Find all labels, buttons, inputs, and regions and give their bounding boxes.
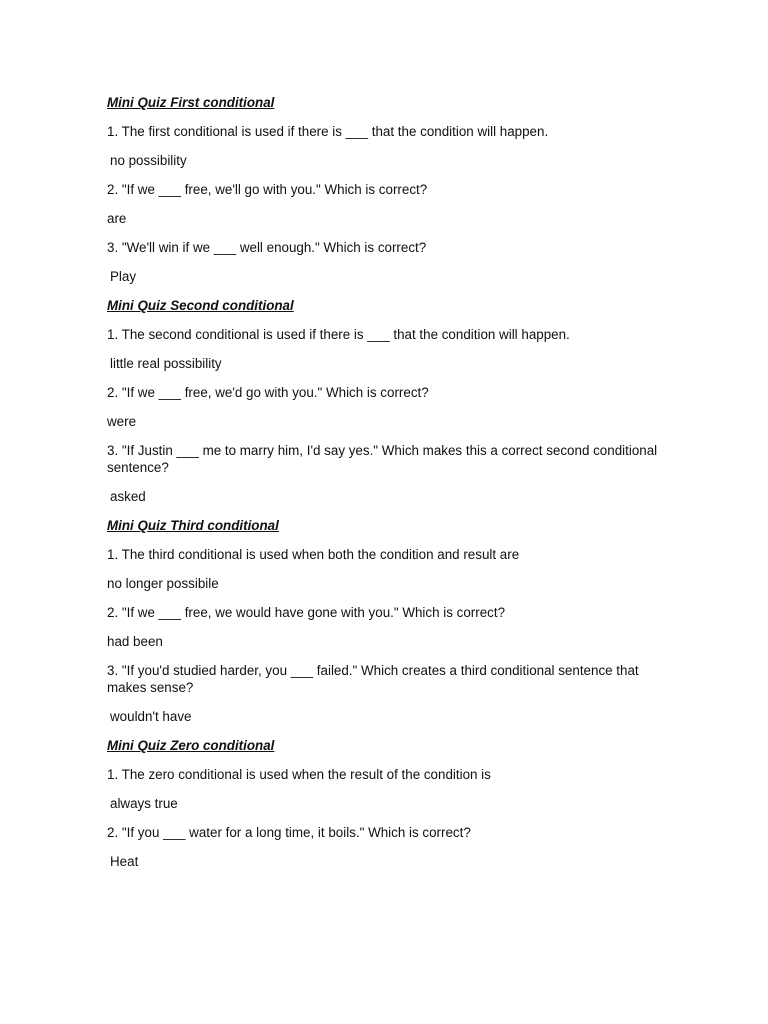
question-text: 2. "If we ___ free, we'd go with you." Which is correct? <box>107 385 429 400</box>
answer-text: asked <box>110 489 146 504</box>
question-text: 1. The zero conditional is used when the result of the condition is <box>107 767 491 782</box>
question-text: 3. "If you'd studied harder, you ___ failed." Which creates a third conditional sentence that makes sense? <box>107 663 639 695</box>
answer-text: little real possibility <box>110 356 222 371</box>
question-text: 1. The second conditional is used if there is ___ that the condition will happen. <box>107 327 570 342</box>
answer-text: Heat <box>110 854 139 869</box>
section-heading: Mini Quiz First conditional <box>107 95 275 110</box>
question-text: 2. "If we ___ free, we would have gone with you." Which is correct? <box>107 605 506 620</box>
section-heading: Mini Quiz Second conditional <box>107 298 294 313</box>
section-heading: Mini Quiz Zero conditional <box>107 738 275 753</box>
section-heading: Mini Quiz Third conditional <box>107 518 279 533</box>
answer-text: wouldn't have <box>110 709 192 724</box>
answer-text: are <box>107 211 127 226</box>
quiz-section-second-conditional <box>107 297 667 505</box>
answer-text: were <box>107 414 137 429</box>
answer-text: no possibility <box>110 153 187 168</box>
quiz-section-third-conditional <box>107 517 667 725</box>
answer-text: no longer possibile <box>107 576 219 591</box>
question-text: 2. "If you ___ water for a long time, it boils." Which is correct? <box>107 825 471 840</box>
document-page <box>107 94 667 882</box>
answer-text: always true <box>110 796 178 811</box>
question-text: 3. "If Justin ___ me to marry him, I'd say yes." Which makes this a correct second conditional sentence? <box>107 443 658 475</box>
question-text: 2. "If we ___ free, we'll go with you." Which is correct? <box>107 182 428 197</box>
quiz-section-zero-conditional <box>107 737 667 870</box>
quiz-section-first-conditional <box>107 94 667 285</box>
answer-text: Play <box>110 269 137 284</box>
answer-text: had been <box>107 634 163 649</box>
question-text: 1. The first conditional is used if there is ___ that the condition will happen. <box>107 124 549 139</box>
question-text: 1. The third conditional is used when both the condition and result are <box>107 547 520 562</box>
question-text: 3. "We'll win if we ___ well enough." Which is correct? <box>107 240 427 255</box>
